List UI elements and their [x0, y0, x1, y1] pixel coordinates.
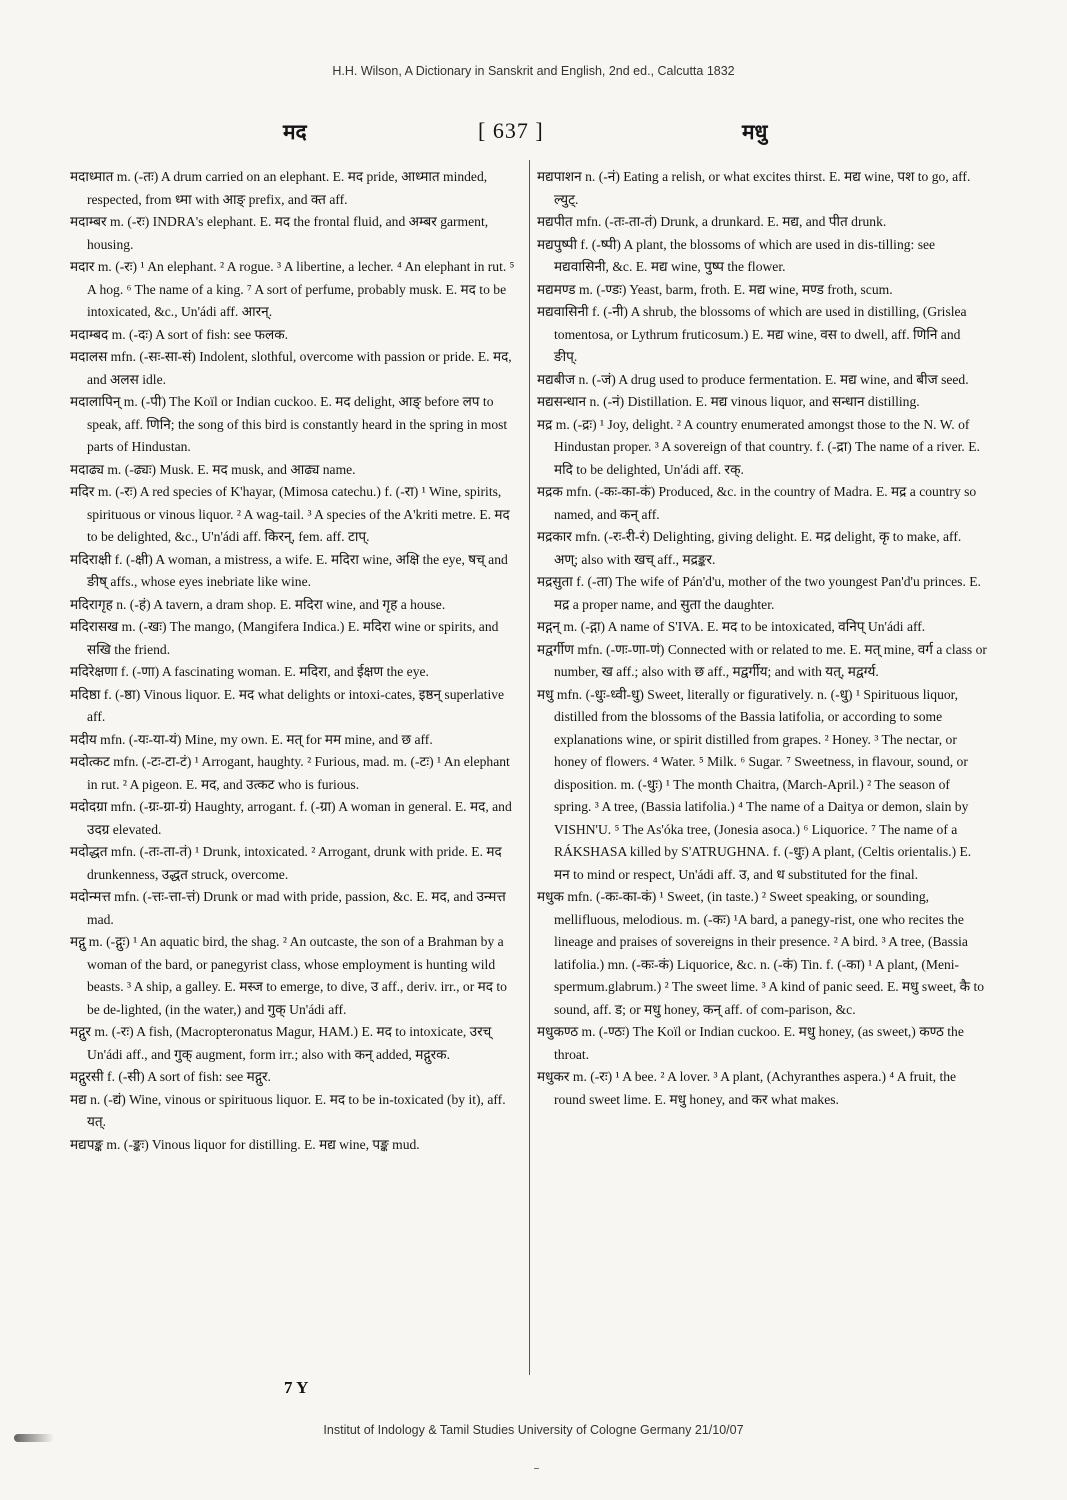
- dictionary-entry: मदाम्बद m. (-दः) A sort of fish: see फलक.: [70, 326, 289, 342]
- running-head-left: मद: [283, 120, 307, 144]
- dictionary-entry: मदोदग्रा mfn. (-ग्रः-ग्रा-ग्रं) Haughty, arrogant. f. (-ग्रा) A woman in general. E. मद, and उदग्र elevated.: [70, 799, 512, 837]
- dictionary-entry: मधुक mfn. (-कः-का-कं) ¹ Sweet, (in taste.) ² Sweet speaking, or sounding, mellifluous, melodious. m. (-कः) ¹A bard, a panegy-rist, one who recites the lineage and praises of sovereigns in their presence. ² A bird. ³ A tree, (Bassia latifolia.) mn. (-कः-कं) Liquorice, &c. n. (-कं) Tin. f. (-का) ¹ A plant, (Meni-spermum.glabrum.) ² The sweet lime. ³ A kind of panic seed. E. मधु sweet, कै to sound, aff. ड; or मधु honey, कन् aff. of com-parison, &c.: [537, 889, 985, 1017]
- running-head-right: मधु: [742, 120, 768, 144]
- dictionary-entry: मद्गन् m. (-द्गा) A name of S'IVA. E. मद to be intoxicated, वनिप् Un'ádi aff.: [537, 619, 926, 634]
- dictionary-entry: मदाध्मात m. (-तः) A drum carried on an elephant. E. मद pride, आध्मात minded, respected, from ध्मा with आङ् prefix, and क्त aff.: [70, 169, 488, 207]
- dictionary-entry: मदोत्कट mfn. (-टः-टा-टं) ¹ Arrogant, haughty. ² Furious, mad. m. (-टः) ¹ An elephant in rut. ² A pigeon. E. मद, and उत्कट who is furious.: [70, 754, 510, 792]
- dictionary-entry: मद्यपुष्पी f. (-ष्पी) A plant, the blossoms of which are used in dis-tilling: see मद्यवासिनी, &c. E. मद्य wine, पुष्प the flower.: [537, 236, 936, 274]
- dictionary-entry: मदिष्ठा f. (-ष्ठा) Vinous liquor. E. मद what delights or intoxi-cates, इष्ठन् superlative aff.: [70, 686, 505, 724]
- scan-mark: [534, 1468, 539, 1469]
- dictionary-entry: मदिराक्षी f. (-क्षी) A woman, a mistress, a wife. E. मदिरा wine, अक्षि the eye, षच् and ङीष् affs., whose eyes inebriate like wine.: [70, 551, 508, 589]
- dictionary-entry: मद्यपङ्क m. (-ङ्कः) Vinous liquor for distilling. E. मद्य wine, पङ्क mud.: [70, 1136, 420, 1152]
- dictionary-entry: मद्गु m. (-द्गुः) ¹ An aquatic bird, the shag. ² An outcaste, the son of a Brahman by a woman of the bard, or panegyrist class, whose employment is hunting wild beasts. ³ A ship, a galley. E. मस्ज to emerge, to dive, उ aff., deriv. irr., or मद to be de-lighted, (in the water,) and गुक् Un'ádi aff.: [70, 934, 507, 1017]
- column-divider: [529, 160, 530, 1375]
- running-head: [0, 118, 1067, 148]
- dictionary-entry: मदोन्मत्त mfn. (-त्तः-त्ता-त्तं) Drunk or mad with pride, passion, &c. E. मद, and उन्मत्त mad.: [70, 889, 506, 927]
- dictionary-entry: मद्गुरसी f. (-सी) A sort of fish: see मद्गुर.: [70, 1069, 271, 1084]
- dictionary-entry: मधुकण्ठ m. (-ण्ठः) The Koïl or Indian cuckoo. E. मधु honey, (as sweet,) कण्ठ the throat.: [537, 1024, 964, 1062]
- page-number: [ 637 ]: [478, 118, 544, 143]
- scan-smudge: [14, 1434, 54, 1442]
- source-citation: H.H. Wilson, A Dictionary in Sanskrit and English, 2nd ed., Calcutta 1832: [332, 64, 735, 78]
- left-column: [70, 166, 520, 1156]
- dictionary-entry: मद्रसुता f. (-ता) The wife of Pán'd'u, mother of the two youngest Pan'd'u princes. E. मद्र a proper name, and सुता the daughter.: [537, 574, 981, 612]
- dictionary-entry: मधु mfn. (-धुः-ध्वी-धु) Sweet, literally or figuratively. n. (-धु) ¹ Spirituous liquor, distilled from the blossoms of the Bassia latifolia, or according to some explanations wine, or spirit distilled from grapes. ² Honey. ³ The nectar, or honey of flowers. ⁴ Water. ⁵ Milk. ⁶ Sugar. ⁷ Sweetness, in flavour, sound, or disposition. m. (-धुः) ¹ The month Chaitra, (March-April.) ² The season of spring. ³ A tree, (Bassia latifolia.) ⁴ The name of a Daitya or demon, slain by VISHN'U. ⁵ The As'óka tree, (Jonesia asoca.) ⁶ Liquorice. ⁷ The name of a RÁKSHASA killed by S'ATRUGHNA. f. (-धुः) A plant, (Celtis orientalis.) E. मन to mind or respect, Un'ádi aff. उ, and ध substituted for the final.: [537, 686, 972, 882]
- dictionary-entry: मद्रक mfn. (-कः-का-कं) Produced, &c. in the country of Madra. E. मद्र a country so named, and कन् aff.: [537, 484, 977, 522]
- dictionary-entry: मदिरेक्षणा f. (-णा) A fascinating woman. E. मदिरा, and ईक्षण the eye.: [70, 664, 429, 679]
- dictionary-entry: मदिरागृह n. (-हं) A tavern, a dram shop. E. मदिरा wine, and गृह a house.: [70, 596, 446, 612]
- dictionary-entry: मद्यमण्ड m. (-ण्डः) Yeast, barm, froth. E. मद्य wine, मण्ड froth, scum.: [537, 281, 893, 297]
- dictionary-entry: मदालापिन् m. (-पी) The Koïl or Indian cuckoo. E. मद delight, आङ् before लप to speak, aff. णिनि; the song of this bird is constantly heard in the spring in most parts of Hindustan.: [70, 394, 508, 454]
- dictionary-entry: मद्यपीत mfn. (-तः-ता-तं) Drunk, a drunkard. E. मद्य, and पीत drunk.: [537, 214, 887, 229]
- archive-footer: Institut of Indology & Tamil Studies University of Cologne Germany 21/10/07: [323, 1423, 744, 1437]
- dictionary-entry: मदिरासख m. (-खः) The mango, (Mangifera Indica.) E. मदिरा wine or spirits, and सखि the friend.: [70, 619, 499, 657]
- signature-mark: 7 Y: [284, 1378, 309, 1397]
- dictionary-entry: मदार m. (-रः) ¹ An elephant. ² A rogue. ³ A libertine, a lecher. ⁴ An elephant in rut. ⁵ A hog. ⁶ The name of a king. ⁷ A sort of perfume, probably musk. E. मद to be intoxicated, &c., Un'ádi aff. आरन्.: [70, 259, 515, 319]
- dictionary-entry: मदिर m. (-रः) A red species of K'hayar, (Mimosa catechu.) f. (-रा) ¹ Wine, spirits, spirituous or vinous liquor. ² A wag-tail. ³ A species of the A'kriti metre. E. मद to be delighted, &c., U'n'ádi aff. किरन्, fem. aff. टाप्.: [70, 484, 510, 544]
- dictionary-entry: मद्वर्गीण mfn. (-णः-णा-णं) Connected with or related to me. E. मत् mine, वर्ग a class or number, ख aff.; also with छ aff., मद्वर्गीय; and with यत्, मद्वर्ग्य.: [537, 641, 987, 679]
- dictionary-entry: मदाम्बर m. (-रः) INDRA's elephant. E. मद the frontal fluid, and अम्बर garment, housing.: [70, 214, 489, 252]
- dictionary-entry: मद्यसन्धान n. (-नं) Distillation. E. मद्य vinous liquor, and सन्धान distilling.: [537, 394, 920, 409]
- dictionary-entry: मद्रकार mfn. (-रः-री-रं) Delighting, giving delight. E. मद्र delight, कृ to make, aff. अण्; also with खच् aff., मद्रङ्कर.: [537, 529, 962, 567]
- right-column: [537, 166, 987, 1111]
- dictionary-entry: मदाढ्य m. (-ढ्यः) Musk. E. मद musk, and आढ्य name.: [70, 461, 356, 477]
- dictionary-entry: मद्र m. (-द्रः) ¹ Joy, delight. ² A country enumerated amongst those to the N. W. of Hindustan proper. ³ A sovereign of that country. f. (-द्रा) The name of a river. E. मदि to be delighted, Un'ádi aff. रक्.: [537, 416, 980, 477]
- dictionary-entry: मद्गुर m. (-रः) A fish, (Macropteronatus Magur, HAM.) E. मद to intoxicate, उरच् Un'ádi aff., and गुक् augment, form irr.; also with कन् added, मद्गुरक.: [70, 1024, 492, 1062]
- dictionary-entry: मधुकर m. (-रः) ¹ A bee. ² A lover. ³ A plant, (Achyranthes aspera.) ⁴ A fruit, the round sweet lime. E. मधु honey, and कर what makes.: [537, 1069, 957, 1107]
- dictionary-entry: मद्यबीज n. (-जं) A drug used to produce fermentation. E. मद्य wine, and बीज seed.: [537, 371, 969, 387]
- dictionary-entry: मदोद्धत mfn. (-तः-ता-तं) ¹ Drunk, intoxicated. ² Arrogant, drunk with pride. E. मद drunkenness, उद्धत struck, overcome.: [70, 844, 502, 882]
- dictionary-entry: मदीय mfn. (-यः-या-यं) Mine, my own. E. मत् for मम mine, and छ aff.: [70, 731, 433, 747]
- dictionary-entry: मद्य n. (-द्यं) Wine, vinous or spirituous liquor. E. मद to be in-toxicated (by it), aff. यत्.: [70, 1091, 506, 1129]
- dictionary-entry: मद्यपाशन n. (-नं) Eating a relish, or what excites thirst. E. मद्य wine, पश to go, aff. ल्युट्.: [537, 169, 971, 207]
- dictionary-entry: मद्यवासिनी f. (-नी) A shrub, the blossoms of which are used in distilling, (Grislea tomentosa, or Lythrum fruticosum.) E. मद्य wine, वस to dwell, aff. णिनि and ङीप्.: [537, 304, 967, 364]
- dictionary-entry: मदालस mfn. (-सः-सा-सं) Indolent, slothful, overcome with passion or pride. E. मद, and अलस idle.: [70, 349, 512, 387]
